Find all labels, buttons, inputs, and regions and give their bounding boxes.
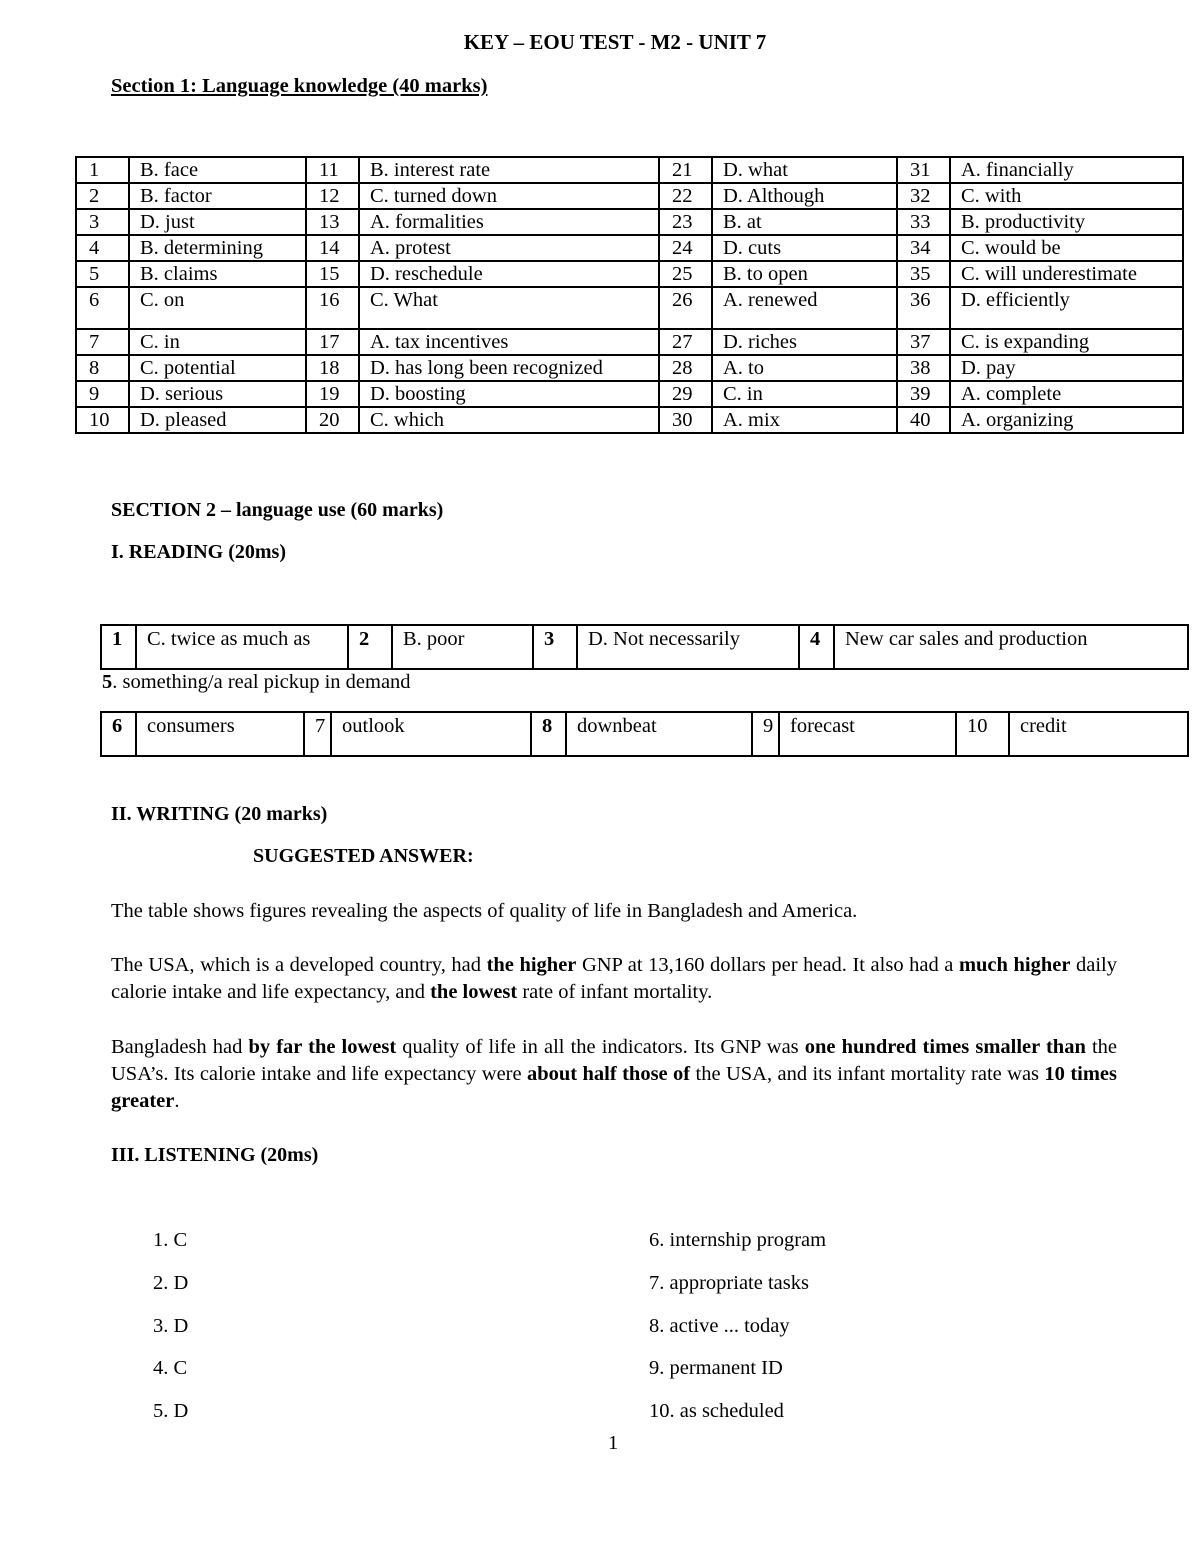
text-run: GNP at 13,160 dollars per head. It also had a xyxy=(576,954,959,976)
text-run: quality of life in all the indicators. Its GNP was xyxy=(396,1036,805,1058)
question-number: 25 xyxy=(659,261,712,287)
answer-cell: C. in xyxy=(129,329,306,355)
answer-cell: A. formalities xyxy=(359,209,659,235)
question-number: 27 xyxy=(659,329,712,355)
answer-cell: D. pay xyxy=(950,355,1183,381)
table-row xyxy=(76,183,1183,209)
answer-cell: B. to open xyxy=(712,261,897,287)
writing-heading: II. WRITING (20 marks) xyxy=(111,803,328,825)
question-number: 33 xyxy=(897,209,950,235)
question-number: 17 xyxy=(306,329,359,355)
reading-answer-table-1 xyxy=(100,624,1189,670)
table-row xyxy=(76,235,1183,261)
listening-answer: 4. C xyxy=(153,1357,188,1379)
answer-cell: C. on xyxy=(129,287,306,329)
table-row xyxy=(76,209,1183,235)
question-number: 20 xyxy=(306,407,359,433)
answer-cell: D. Not necessarily xyxy=(577,625,799,669)
question-number: 37 xyxy=(897,329,950,355)
reading-q5 xyxy=(102,671,411,694)
question-number: 30 xyxy=(659,407,712,433)
question-number: 10 xyxy=(956,712,1009,756)
page-title: KEY – EOU TEST - M2 - UNIT 7 xyxy=(463,30,767,54)
table-row xyxy=(101,712,1188,756)
question-number: 16 xyxy=(306,287,359,329)
question-number: 34 xyxy=(897,235,950,261)
question-number: 29 xyxy=(659,381,712,407)
answer-cell: D. Although xyxy=(712,183,897,209)
answer-cell: A. to xyxy=(712,355,897,381)
question-number: 3 xyxy=(533,625,577,669)
question-number: 15 xyxy=(306,261,359,287)
table-row xyxy=(101,625,1188,669)
question-number: 6 xyxy=(76,287,129,329)
table-row xyxy=(76,381,1183,407)
question-number: 8 xyxy=(531,712,566,756)
question-number: 38 xyxy=(897,355,950,381)
table-row xyxy=(76,157,1183,183)
answer-cell: A. mix xyxy=(712,407,897,433)
answer-cell: A. organizing xyxy=(950,407,1183,433)
reading-q5-answer: . something/a real pickup in demand xyxy=(112,671,411,693)
question-number: 10 xyxy=(76,407,129,433)
text-run: the USA, and its infant mortality rate was xyxy=(690,1063,1045,1085)
question-number: 9 xyxy=(76,381,129,407)
reading-heading: I. READING (20ms) xyxy=(111,541,286,563)
listening-answer: 8. active ... today xyxy=(649,1315,790,1337)
answer-cell: B. interest rate xyxy=(359,157,659,183)
answer-cell: C. would be xyxy=(950,235,1183,261)
question-number: 31 xyxy=(897,157,950,183)
question-number: 22 xyxy=(659,183,712,209)
answer-cell: B. factor xyxy=(129,183,306,209)
table-row xyxy=(76,261,1183,287)
answer-cell: C. is expanding xyxy=(950,329,1183,355)
question-number: 28 xyxy=(659,355,712,381)
writing-paragraph-2 xyxy=(111,952,1117,1006)
answer-cell: C. What xyxy=(359,287,659,329)
question-number: 40 xyxy=(897,407,950,433)
emphasis-text: about half those of xyxy=(527,1063,691,1085)
question-number: 1 xyxy=(101,625,136,669)
section1-heading: Section 1: Language knowledge (40 marks) xyxy=(111,75,488,97)
emphasis-text: 10 times greater xyxy=(111,1063,1117,1112)
question-number: 8 xyxy=(76,355,129,381)
answer-cell: B. claims xyxy=(129,261,306,287)
emphasis-text: much higher xyxy=(958,954,1071,976)
table-row xyxy=(76,287,1183,329)
section2-heading: SECTION 2 – language use (60 marks) xyxy=(111,499,444,521)
listening-answer: 7. appropriate tasks xyxy=(649,1272,809,1294)
question-number: 5 xyxy=(76,261,129,287)
question-number: 7 xyxy=(304,712,331,756)
table-row xyxy=(76,355,1183,381)
emphasis-text: one hundred times smaller than xyxy=(804,1036,1086,1058)
question-number: 2 xyxy=(76,183,129,209)
question-number: 12 xyxy=(306,183,359,209)
listening-answer: 6. internship program xyxy=(649,1229,827,1251)
answer-cell: A. renewed xyxy=(712,287,897,329)
reading-answer-table-2 xyxy=(100,711,1189,757)
listening-answer: 2. D xyxy=(153,1272,189,1294)
page-number: 1 xyxy=(608,1432,619,1454)
question-number: 24 xyxy=(659,235,712,261)
answer-cell: forecast xyxy=(779,712,956,756)
answer-cell: D. serious xyxy=(129,381,306,407)
table-row xyxy=(76,407,1183,433)
text-run: . xyxy=(174,1090,180,1112)
answer-cell: D. just xyxy=(129,209,306,235)
answer-cell: D. boosting xyxy=(359,381,659,407)
text-run: The USA, which is a developed country, had xyxy=(111,954,487,976)
answer-cell: C. which xyxy=(359,407,659,433)
answer-cell: downbeat xyxy=(566,712,752,756)
answer-cell: D. efficiently xyxy=(950,287,1183,329)
writing-paragraph-3 xyxy=(111,1034,1117,1115)
text-run: daily calorie intake and life expectancy, and xyxy=(111,954,1117,1003)
question-number: 11 xyxy=(306,157,359,183)
answer-cell: D. riches xyxy=(712,329,897,355)
emphasis-text: by far the lowest xyxy=(248,1036,397,1058)
answer-cell: B. poor xyxy=(392,625,533,669)
question-number: 13 xyxy=(306,209,359,235)
answer-cell: C. twice as much as xyxy=(136,625,348,669)
listening-heading: III. LISTENING (20ms) xyxy=(111,1144,319,1166)
answer-cell: A. tax incentives xyxy=(359,329,659,355)
answer-cell: B. productivity xyxy=(950,209,1183,235)
listening-answer: 3. D xyxy=(153,1315,189,1337)
question-number: 39 xyxy=(897,381,950,407)
answer-cell: C. turned down xyxy=(359,183,659,209)
question-number: 21 xyxy=(659,157,712,183)
question-number: 18 xyxy=(306,355,359,381)
answer-cell: A. financially xyxy=(950,157,1183,183)
question-number: 23 xyxy=(659,209,712,235)
text-run: the USA’s. Its calorie intake and life expectancy were xyxy=(111,1036,1117,1085)
answer-cell: D. reschedule xyxy=(359,261,659,287)
answer-cell: C. will underestimate xyxy=(950,261,1183,287)
answer-cell: consumers xyxy=(136,712,304,756)
question-number: 9 xyxy=(752,712,779,756)
answer-cell: credit xyxy=(1009,712,1188,756)
question-number: 1 xyxy=(76,157,129,183)
answer-cell: outlook xyxy=(331,712,531,756)
answer-cell: B. face xyxy=(129,157,306,183)
answer-cell: C. in xyxy=(712,381,897,407)
answer-cell: D. what xyxy=(712,157,897,183)
question-number: 4 xyxy=(799,625,834,669)
question-number: 2 xyxy=(348,625,392,669)
writing-paragraph-1: The table shows figures revealing the aspects of quality of life in Bangladesh and America. xyxy=(111,900,858,922)
answer-cell: B. determining xyxy=(129,235,306,261)
listening-answer: 1. C xyxy=(153,1229,188,1251)
question-number: 26 xyxy=(659,287,712,329)
question-number: 35 xyxy=(897,261,950,287)
question-number: 4 xyxy=(76,235,129,261)
text-run: rate of infant mortality. xyxy=(517,981,713,1003)
emphasis-text: the higher xyxy=(486,954,577,976)
answer-cell: B. at xyxy=(712,209,897,235)
text-run: Bangladesh had xyxy=(111,1036,249,1058)
reading-q5-number: 5 xyxy=(102,671,113,693)
question-number: 36 xyxy=(897,287,950,329)
answer-cell: D. has long been recognized xyxy=(359,355,659,381)
question-number: 32 xyxy=(897,183,950,209)
answer-cell: A. protest xyxy=(359,235,659,261)
question-number: 6 xyxy=(101,712,136,756)
question-number: 7 xyxy=(76,329,129,355)
answer-cell: D. pleased xyxy=(129,407,306,433)
answer-cell: C. potential xyxy=(129,355,306,381)
answer-cell: D. cuts xyxy=(712,235,897,261)
question-number: 14 xyxy=(306,235,359,261)
suggested-answer-label: SUGGESTED ANSWER: xyxy=(253,845,474,867)
listening-answer: 9. permanent ID xyxy=(649,1357,783,1379)
listening-answer: 10. as scheduled xyxy=(649,1400,784,1422)
table-row xyxy=(76,329,1183,355)
listening-answer: 5. D xyxy=(153,1400,189,1422)
emphasis-text: the lowest xyxy=(430,981,518,1003)
section1-answer-table xyxy=(75,156,1184,434)
question-number: 3 xyxy=(76,209,129,235)
answer-cell: New car sales and production xyxy=(834,625,1188,669)
answer-cell: A. complete xyxy=(950,381,1183,407)
answer-cell: C. with xyxy=(950,183,1183,209)
question-number: 19 xyxy=(306,381,359,407)
